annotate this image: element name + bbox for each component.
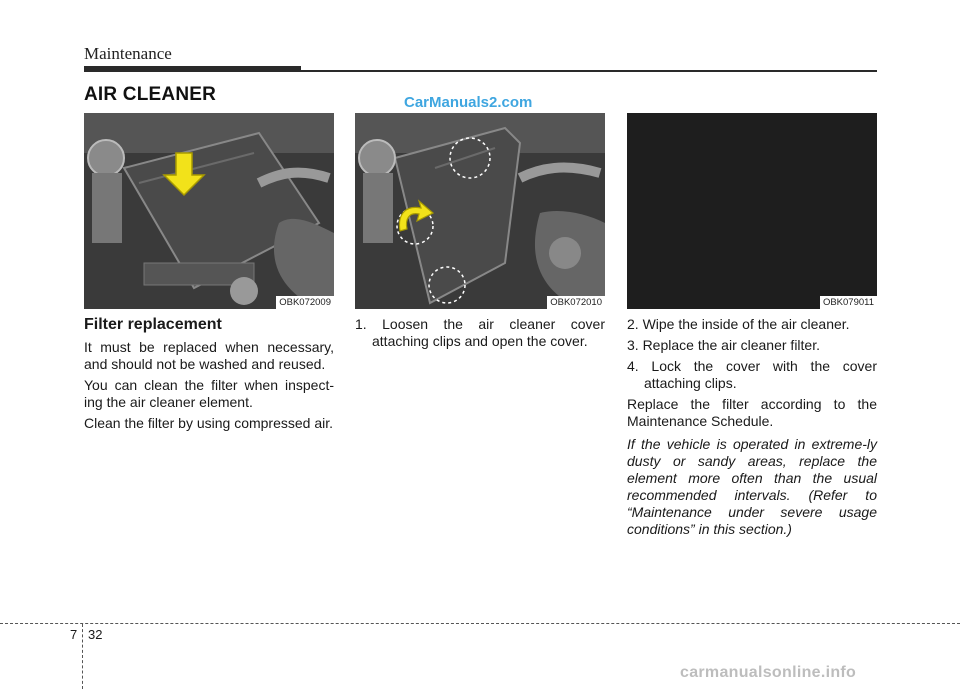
watermark-top[interactable]: CarManuals2.com (404, 94, 533, 111)
header-bar (84, 66, 301, 72)
figure-code: OBK079011 (820, 296, 877, 309)
header-title: Maintenance (84, 44, 172, 63)
engine-illustration-1 (84, 113, 334, 309)
step-item: 4. Lock the cover with the cover attaching clips. (627, 358, 877, 391)
figure-code: OBK072010 (547, 296, 605, 309)
subheading: Filter replacement (84, 316, 222, 333)
figure-filter (627, 113, 877, 309)
footer-rule (0, 623, 960, 624)
figure-filter-location (84, 113, 334, 309)
paragraph: Clean the filter by using compressed air. (84, 415, 334, 431)
step-item: 2. Wipe the inside of the air cleaner. (627, 316, 850, 332)
step-item: 1. Loosen the air cleaner cover attaching clips and open the cover. (355, 316, 605, 349)
column-steps-2-4 (627, 316, 877, 542)
blank-figure (627, 113, 877, 309)
engine-illustration-2 (355, 113, 605, 309)
paragraph: It must be replaced when necessary, and should not be washed and reused. (84, 339, 334, 372)
column-step-1 (355, 316, 605, 354)
severe-usage-note: If the vehicle is operated in extreme-ly dusty or sandy areas, replace the element more often than the usual recommended intervals. (Refer to “Maintenance under severe usage conditions” in this section.) (627, 436, 877, 537)
step-item: 3. Replace the air cleaner filter. (627, 337, 820, 353)
section-title: AIR CLEANER (84, 84, 217, 105)
figure-open-cover (355, 113, 605, 309)
column-filter-replacement (84, 316, 334, 436)
chapter-number: 7 (70, 627, 78, 642)
paragraph: Replace the filter according to the Maintenance Schedule. (627, 396, 877, 429)
footer-divider (82, 624, 83, 689)
watermark-bottom[interactable]: carmanualsonline.info (680, 664, 857, 681)
page-number: 32 (88, 627, 103, 642)
figure-code: OBK072009 (276, 296, 334, 309)
header-rule (301, 70, 877, 72)
paragraph: You can clean the filter when inspect-ing the air cleaner element. (84, 377, 334, 410)
